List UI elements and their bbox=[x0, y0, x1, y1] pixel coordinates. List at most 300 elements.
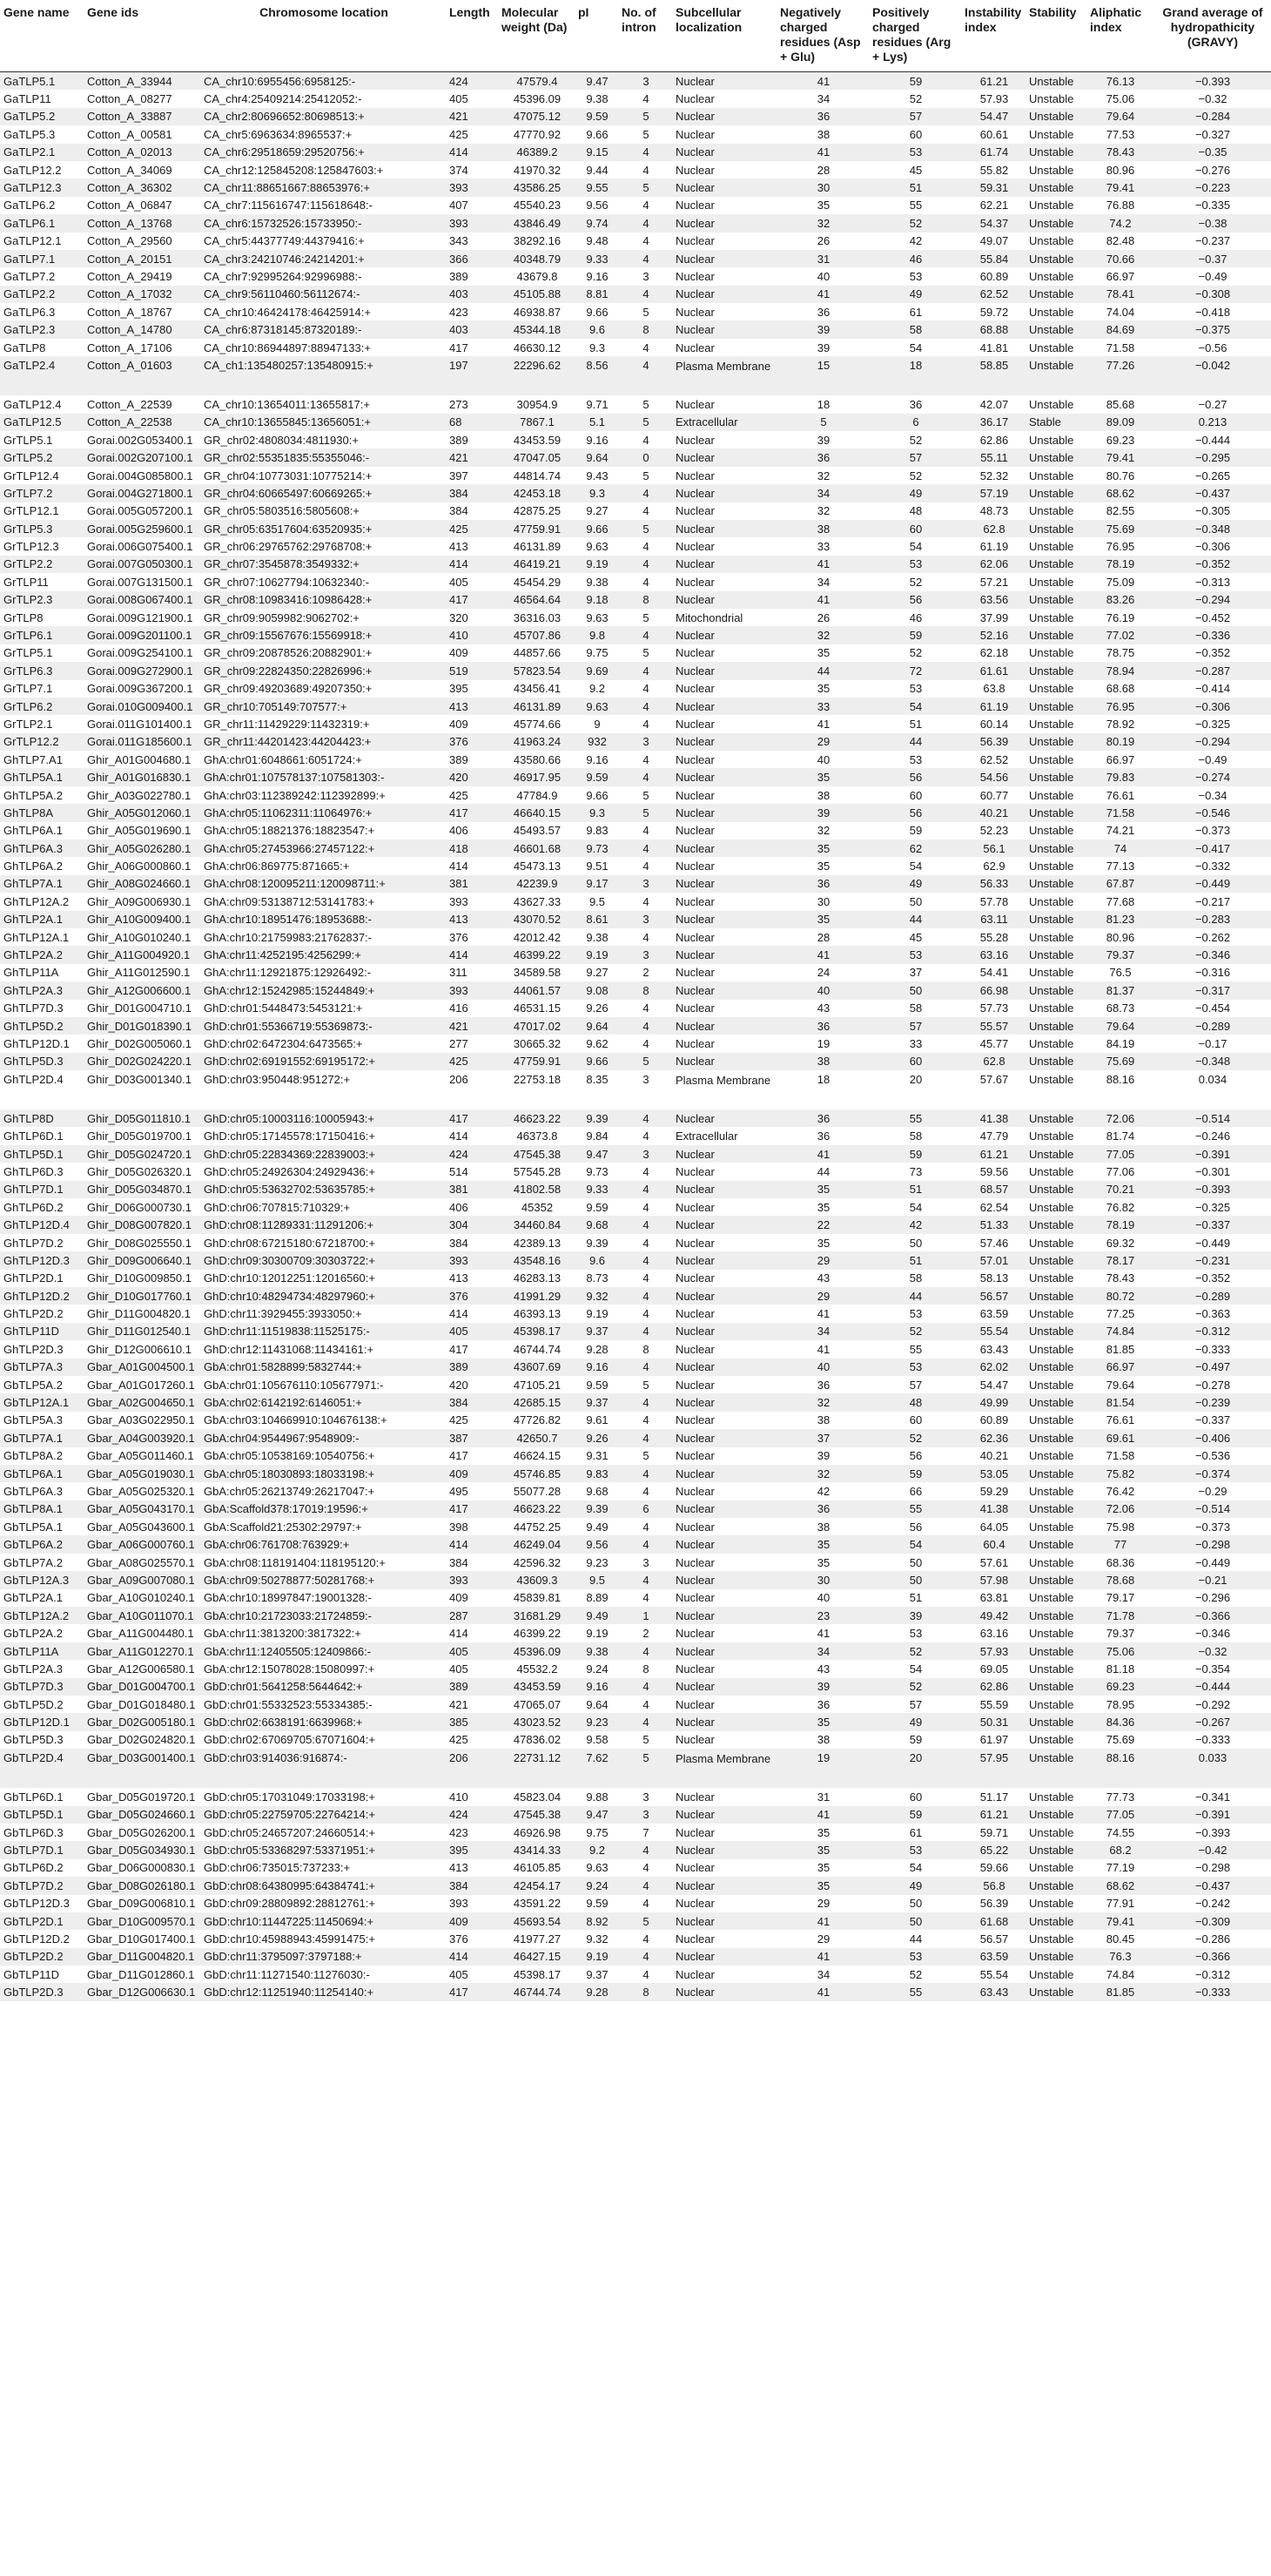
cell-molecular-weight: 43607.69 bbox=[498, 1359, 575, 1376]
cell-pi: 9.31 bbox=[575, 1447, 618, 1465]
cell-gene-id: Gbar_A04G003920.1 bbox=[84, 1429, 200, 1446]
cell-pi: 9.44 bbox=[575, 161, 618, 179]
cell-subcellular-localization: Nuclear bbox=[672, 144, 777, 161]
cell-intron-count: 4 bbox=[618, 1642, 672, 1660]
cell-gravy: −0.444 bbox=[1153, 1678, 1271, 1696]
table-row bbox=[0, 1429, 1271, 1446]
cell-stability: Unstable bbox=[1026, 1589, 1086, 1607]
cell-gene-name: GhTLP12D.2 bbox=[0, 1287, 84, 1305]
cell-instability-index: 62.9 bbox=[961, 857, 1026, 874]
cell-stability: Unstable bbox=[1026, 1571, 1086, 1588]
cell-molecular-weight: 46601.68 bbox=[498, 840, 575, 857]
cell-positive-residues: 54 bbox=[869, 1660, 961, 1677]
cell-gene-id: Gbar_A08G025570.1 bbox=[84, 1554, 200, 1571]
cell-positive-residues: 49 bbox=[869, 875, 961, 893]
table-row bbox=[0, 964, 1271, 981]
cell-intron-count: 4 bbox=[618, 1359, 672, 1376]
cell-instability-index: 60.89 bbox=[961, 1412, 1026, 1429]
cell-chromosome-location: GhD:chr10:48294734:48297960:+ bbox=[200, 1287, 446, 1305]
cell-intron-count: 1 bbox=[618, 1607, 672, 1624]
cell-chromosome-location: GhD:chr05:53632702:53635785:+ bbox=[200, 1181, 446, 1198]
cell-gene-name: GaTLP5.2 bbox=[0, 108, 84, 125]
table-row bbox=[0, 1642, 1271, 1660]
table-row bbox=[0, 197, 1271, 214]
cell-length: 197 bbox=[446, 356, 498, 395]
cell-pi: 9.73 bbox=[575, 1163, 618, 1180]
cell-intron-count: 5 bbox=[618, 1053, 672, 1070]
cell-aliphatic-index: 81.74 bbox=[1086, 1127, 1153, 1144]
cell-gene-name: GaTLP7.2 bbox=[0, 267, 84, 285]
cell-gene-id: Gorai.009G367200.1 bbox=[84, 680, 200, 698]
cell-gene-id: Gbar_A09G007080.1 bbox=[84, 1571, 200, 1588]
cell-chromosome-location: GhA:chr06:869775:871665:+ bbox=[200, 857, 446, 874]
cell-stability: Unstable bbox=[1026, 698, 1086, 715]
cell-gene-id: Gbar_D11G012860.1 bbox=[84, 1966, 200, 1983]
cell-instability-index: 55.59 bbox=[961, 1696, 1026, 1713]
cell-negative-residues: 41 bbox=[777, 946, 869, 963]
cell-pi: 9.28 bbox=[575, 1983, 618, 2000]
cell-gravy: −0.231 bbox=[1153, 1251, 1271, 1269]
cell-chromosome-location: GbA:chr03:104669910:104676138:+ bbox=[200, 1412, 446, 1429]
cell-subcellular-localization: Nuclear bbox=[672, 857, 777, 874]
cell-chromosome-location: CA_ch1:135480257:135480915:+ bbox=[200, 356, 446, 395]
table-row bbox=[0, 857, 1271, 874]
cell-positive-residues: 60 bbox=[869, 786, 961, 804]
cell-gene-id: Cotton_A_13768 bbox=[84, 214, 200, 232]
cell-instability-index: 37.99 bbox=[961, 609, 1026, 626]
cell-subcellular-localization: Nuclear bbox=[672, 822, 777, 840]
table-row bbox=[0, 1376, 1271, 1393]
table-row bbox=[0, 1500, 1271, 1518]
cell-gene-name: GaTLP12.1 bbox=[0, 233, 84, 250]
cell-subcellular-localization: Nuclear bbox=[672, 448, 777, 466]
cell-pi: 9.38 bbox=[575, 573, 618, 590]
cell-positive-residues: 44 bbox=[869, 911, 961, 928]
cell-gene-id: Gbar_A06G000760.1 bbox=[84, 1535, 200, 1553]
cell-aliphatic-index: 77.91 bbox=[1086, 1895, 1153, 1912]
cell-gravy: −0.333 bbox=[1153, 1983, 1271, 2000]
cell-molecular-weight: 46623.22 bbox=[498, 1500, 575, 1518]
cell-gene-name: GhTLP2A.1 bbox=[0, 911, 84, 928]
cell-subcellular-localization: Nuclear bbox=[672, 1053, 777, 1070]
cell-subcellular-localization: Nuclear bbox=[672, 911, 777, 928]
cell-stability: Unstable bbox=[1026, 1824, 1086, 1841]
cell-instability-index: 55.54 bbox=[961, 1323, 1026, 1340]
cell-gravy: −0.325 bbox=[1153, 715, 1271, 732]
cell-instability-index: 54.41 bbox=[961, 964, 1026, 981]
cell-stability: Unstable bbox=[1026, 715, 1086, 732]
cell-gravy: −0.393 bbox=[1153, 1181, 1271, 1198]
cell-gene-name: GaTLP5.1 bbox=[0, 72, 84, 91]
table-row bbox=[0, 1948, 1271, 1966]
cell-molecular-weight: 44752.25 bbox=[498, 1518, 575, 1535]
table-row bbox=[0, 1412, 1271, 1429]
cell-stability: Unstable bbox=[1026, 303, 1086, 320]
cell-gene-id: Gbar_A12G006580.1 bbox=[84, 1660, 200, 1677]
cell-chromosome-location: CA_chr6:15732526:15733950:- bbox=[200, 214, 446, 232]
table-row bbox=[0, 768, 1271, 786]
cell-aliphatic-index: 79.37 bbox=[1086, 1624, 1153, 1642]
cell-stability: Unstable bbox=[1026, 1359, 1086, 1376]
cell-aliphatic-index: 72.06 bbox=[1086, 1109, 1153, 1127]
cell-instability-index: 49.42 bbox=[961, 1607, 1026, 1624]
table-row bbox=[0, 804, 1271, 821]
cell-intron-count: 4 bbox=[618, 1948, 672, 1966]
cell-chromosome-location: GbA:chr10:18997847:19001328:- bbox=[200, 1589, 446, 1607]
cell-subcellular-localization: Nuclear bbox=[672, 484, 777, 502]
cell-chromosome-location: GhA:chr11:12921875:12926492:- bbox=[200, 964, 446, 981]
cell-molecular-weight: 46744.74 bbox=[498, 1340, 575, 1358]
cell-pi: 9.49 bbox=[575, 1518, 618, 1535]
cell-positive-residues: 59 bbox=[869, 1731, 961, 1749]
cell-length: 384 bbox=[446, 1234, 498, 1251]
cell-negative-residues: 35 bbox=[777, 1824, 869, 1841]
cell-length: 376 bbox=[446, 928, 498, 946]
cell-molecular-weight: 46630.12 bbox=[498, 339, 575, 356]
cell-gravy: −0.332 bbox=[1153, 857, 1271, 874]
cell-chromosome-location: CA_chr4:25409214:25412052:- bbox=[200, 90, 446, 107]
cell-pi: 9.69 bbox=[575, 662, 618, 679]
cell-chromosome-location: GhA:chr10:21759983:21762837:- bbox=[200, 928, 446, 946]
cell-pi: 9.68 bbox=[575, 1482, 618, 1500]
cell-gene-id: Gorai.009G121900.1 bbox=[84, 609, 200, 626]
cell-negative-residues: 28 bbox=[777, 928, 869, 946]
cell-instability-index: 60.89 bbox=[961, 267, 1026, 285]
cell-chromosome-location: GbA:chr04:9544967:9548909:- bbox=[200, 1429, 446, 1446]
cell-gravy: −0.452 bbox=[1153, 609, 1271, 626]
cell-subcellular-localization: Nuclear bbox=[672, 1000, 777, 1017]
cell-gene-name: GbTLP6D.2 bbox=[0, 1859, 84, 1877]
cell-chromosome-location: GhD:chr11:3929455:3933050:+ bbox=[200, 1305, 446, 1322]
cell-instability-index: 62.52 bbox=[961, 286, 1026, 303]
cell-negative-residues: 36 bbox=[777, 1109, 869, 1127]
cell-stability: Unstable bbox=[1026, 893, 1086, 910]
table-row bbox=[0, 626, 1271, 644]
cell-length: 519 bbox=[446, 662, 498, 679]
cell-molecular-weight: 30954.9 bbox=[498, 395, 575, 413]
cell-chromosome-location: GbA:chr11:12405505:12409866:- bbox=[200, 1642, 446, 1660]
cell-stability: Unstable bbox=[1026, 1554, 1086, 1571]
cell-instability-index: 62.21 bbox=[961, 197, 1026, 214]
cell-stability: Unstable bbox=[1026, 1788, 1086, 1805]
cell-molecular-weight: 46623.22 bbox=[498, 1109, 575, 1127]
cell-chromosome-location: GR_chr09:20878526:20882901:+ bbox=[200, 644, 446, 662]
cell-gravy: −0.312 bbox=[1153, 1966, 1271, 1983]
cell-gravy: −0.265 bbox=[1153, 467, 1271, 484]
cell-instability-index: 57.61 bbox=[961, 1554, 1026, 1571]
cell-positive-residues: 56 bbox=[869, 1447, 961, 1465]
cell-gravy: −0.309 bbox=[1153, 1912, 1271, 1930]
table-row bbox=[0, 1127, 1271, 1144]
cell-pi: 9.75 bbox=[575, 1824, 618, 1841]
table-row bbox=[0, 72, 1271, 91]
cell-gravy: −0.341 bbox=[1153, 1788, 1271, 1805]
cell-gene-id: Cotton_A_20151 bbox=[84, 250, 200, 267]
cell-pi: 9.66 bbox=[575, 520, 618, 537]
cell-instability-index: 47.79 bbox=[961, 1127, 1026, 1144]
cell-positive-residues: 62 bbox=[869, 840, 961, 857]
cell-instability-index: 64.05 bbox=[961, 1518, 1026, 1535]
table-row bbox=[0, 537, 1271, 555]
cell-negative-residues: 38 bbox=[777, 125, 869, 143]
cell-pi: 8.35 bbox=[575, 1070, 618, 1109]
cell-intron-count: 5 bbox=[618, 1731, 672, 1749]
cell-instability-index: 40.21 bbox=[961, 1447, 1026, 1465]
cell-chromosome-location: GbD:chr05:17031049:17033198:+ bbox=[200, 1788, 446, 1805]
cell-length: 414 bbox=[446, 1305, 498, 1322]
cell-positive-residues: 60 bbox=[869, 1412, 961, 1429]
cell-aliphatic-index: 68.62 bbox=[1086, 1877, 1153, 1894]
table-row bbox=[0, 680, 1271, 698]
cell-stability: Unstable bbox=[1026, 1912, 1086, 1930]
cell-instability-index: 55.28 bbox=[961, 928, 1026, 946]
cell-pi: 9.33 bbox=[575, 250, 618, 267]
header-row bbox=[0, 0, 1271, 72]
cell-aliphatic-index: 81.85 bbox=[1086, 1340, 1153, 1358]
cell-pi: 9.38 bbox=[575, 90, 618, 107]
cell-stability: Unstable bbox=[1026, 1145, 1086, 1163]
cell-length: 206 bbox=[446, 1749, 498, 1788]
table-row bbox=[0, 1340, 1271, 1358]
cell-gene-id: Gorai.009G272900.1 bbox=[84, 662, 200, 679]
cell-instability-index: 62.54 bbox=[961, 1198, 1026, 1216]
cell-negative-residues: 31 bbox=[777, 250, 869, 267]
table-row bbox=[0, 556, 1271, 573]
cell-gene-id: Gbar_D09G006810.1 bbox=[84, 1895, 200, 1912]
cell-molecular-weight: 43609.3 bbox=[498, 1571, 575, 1588]
cell-instability-index: 59.31 bbox=[961, 179, 1026, 196]
cell-aliphatic-index: 76.95 bbox=[1086, 698, 1153, 715]
table-row bbox=[0, 1323, 1271, 1340]
cell-gene-name: GhTLP7A.1 bbox=[0, 875, 84, 893]
cell-gravy: −0.391 bbox=[1153, 1806, 1271, 1824]
cell-stability: Unstable bbox=[1026, 1070, 1086, 1109]
cell-length: 424 bbox=[446, 1806, 498, 1824]
cell-aliphatic-index: 76.61 bbox=[1086, 1412, 1153, 1429]
cell-pi: 9.15 bbox=[575, 144, 618, 161]
cell-stability: Unstable bbox=[1026, 1323, 1086, 1340]
cell-chromosome-location: GhA:chr08:120095211:120098711:+ bbox=[200, 875, 446, 893]
cell-gene-id: Ghir_D06G000730.1 bbox=[84, 1198, 200, 1216]
cell-length: 376 bbox=[446, 1287, 498, 1305]
cell-aliphatic-index: 69.32 bbox=[1086, 1234, 1153, 1251]
cell-negative-residues: 35 bbox=[777, 768, 869, 786]
cell-intron-count: 5 bbox=[618, 125, 672, 143]
cell-negative-residues: 33 bbox=[777, 698, 869, 715]
cell-molecular-weight: 46917.95 bbox=[498, 768, 575, 786]
table-row bbox=[0, 90, 1271, 107]
cell-stability: Unstable bbox=[1026, 520, 1086, 537]
cell-molecular-weight: 46105.85 bbox=[498, 1859, 575, 1877]
cell-stability: Unstable bbox=[1026, 1841, 1086, 1858]
cell-negative-residues: 35 bbox=[777, 857, 869, 874]
table-row bbox=[0, 662, 1271, 679]
cell-length: 421 bbox=[446, 108, 498, 125]
cell-gravy: −0.217 bbox=[1153, 893, 1271, 910]
cell-gravy: −0.352 bbox=[1153, 1270, 1271, 1287]
cell-subcellular-localization: Nuclear bbox=[672, 591, 777, 609]
cell-gene-id: Gorai.009G254100.1 bbox=[84, 644, 200, 662]
cell-subcellular-localization: Nuclear bbox=[672, 520, 777, 537]
cell-positive-residues: 54 bbox=[869, 1198, 961, 1216]
cell-negative-residues: 36 bbox=[777, 448, 869, 466]
cell-positive-residues: 72 bbox=[869, 662, 961, 679]
cell-gene-name: GrTLP5.2 bbox=[0, 448, 84, 466]
cell-chromosome-location: GhD:chr09:30300709:30303722:+ bbox=[200, 1251, 446, 1269]
cell-gene-name: GbTLP12D.2 bbox=[0, 1930, 84, 1947]
cell-stability: Unstable bbox=[1026, 1624, 1086, 1642]
cell-positive-residues: 48 bbox=[869, 502, 961, 520]
cell-pi: 9.3 bbox=[575, 804, 618, 821]
cell-negative-residues: 43 bbox=[777, 1660, 869, 1677]
cell-subcellular-localization: Nuclear bbox=[672, 1216, 777, 1233]
cell-negative-residues: 39 bbox=[777, 431, 869, 448]
cell-length: 514 bbox=[446, 1163, 498, 1180]
cell-gravy: −0.239 bbox=[1153, 1393, 1271, 1411]
cell-positive-residues: 55 bbox=[869, 1983, 961, 2000]
cell-negative-residues: 41 bbox=[777, 72, 869, 91]
cell-subcellular-localization: Extracellular bbox=[672, 414, 777, 431]
header-stability: Stability bbox=[1026, 0, 1086, 72]
cell-pi: 9.28 bbox=[575, 1340, 618, 1358]
table-row bbox=[0, 1788, 1271, 1805]
cell-positive-residues: 49 bbox=[869, 1877, 961, 1894]
cell-gravy: −0.437 bbox=[1153, 484, 1271, 502]
cell-pi: 9.24 bbox=[575, 1877, 618, 1894]
cell-instability-index: 55.82 bbox=[961, 161, 1026, 179]
cell-chromosome-location: GbA:chr09:50278877:50281768:+ bbox=[200, 1571, 446, 1588]
cell-aliphatic-index: 77.68 bbox=[1086, 893, 1153, 910]
cell-gene-id: Gorai.011G101400.1 bbox=[84, 715, 200, 732]
cell-gravy: 0.213 bbox=[1153, 414, 1271, 431]
cell-gene-id: Gbar_D02G005180.1 bbox=[84, 1713, 200, 1730]
cell-instability-index: 60.77 bbox=[961, 786, 1026, 804]
cell-molecular-weight: 42650.7 bbox=[498, 1429, 575, 1446]
cell-gene-name: GbTLP6A.1 bbox=[0, 1465, 84, 1482]
cell-negative-residues: 32 bbox=[777, 214, 869, 232]
cell-gene-id: Cotton_A_36302 bbox=[84, 179, 200, 196]
cell-stability: Unstable bbox=[1026, 1340, 1086, 1358]
cell-molecular-weight: 41991.29 bbox=[498, 1287, 575, 1305]
cell-subcellular-localization: Nuclear bbox=[672, 928, 777, 946]
cell-molecular-weight: 41970.32 bbox=[498, 161, 575, 179]
cell-pi: 9.83 bbox=[575, 1465, 618, 1482]
cell-positive-residues: 36 bbox=[869, 395, 961, 413]
cell-gene-id: Gbar_A05G043170.1 bbox=[84, 1500, 200, 1518]
cell-molecular-weight: 47545.38 bbox=[498, 1145, 575, 1163]
cell-gene-id: Gbar_A05G025320.1 bbox=[84, 1482, 200, 1500]
cell-instability-index: 68.57 bbox=[961, 1181, 1026, 1198]
table-row bbox=[0, 214, 1271, 232]
cell-positive-residues: 66 bbox=[869, 1482, 961, 1500]
header-chromosome-location: Chromosome location bbox=[200, 0, 446, 72]
cell-gene-id: Cotton_A_33944 bbox=[84, 72, 200, 91]
cell-gene-name: GaTLP11 bbox=[0, 90, 84, 107]
cell-length: 384 bbox=[446, 1877, 498, 1894]
cell-length: 381 bbox=[446, 875, 498, 893]
table-row bbox=[0, 233, 1271, 250]
cell-subcellular-localization: Nuclear bbox=[672, 1109, 777, 1127]
cell-length: 374 bbox=[446, 161, 498, 179]
cell-stability: Unstable bbox=[1026, 591, 1086, 609]
cell-instability-index: 41.38 bbox=[961, 1109, 1026, 1127]
cell-positive-residues: 18 bbox=[869, 356, 961, 395]
cell-pi: 9.58 bbox=[575, 1731, 618, 1749]
cell-gene-id: Gbar_D11G004820.1 bbox=[84, 1948, 200, 1966]
cell-gene-id: Cotton_A_22539 bbox=[84, 395, 200, 413]
cell-instability-index: 63.43 bbox=[961, 1340, 1026, 1358]
cell-gravy: −0.514 bbox=[1153, 1109, 1271, 1127]
table-row bbox=[0, 267, 1271, 285]
cell-instability-index: 51.17 bbox=[961, 1788, 1026, 1805]
cell-gravy: −0.327 bbox=[1153, 125, 1271, 143]
table-row bbox=[0, 1109, 1271, 1127]
table-row bbox=[0, 1465, 1271, 1482]
cell-pi: 9.64 bbox=[575, 1696, 618, 1713]
cell-chromosome-location: GR_chr09:22824350:22826996:+ bbox=[200, 662, 446, 679]
cell-aliphatic-index: 76.82 bbox=[1086, 1198, 1153, 1216]
cell-gene-id: Ghir_D03G001340.1 bbox=[84, 1070, 200, 1109]
cell-subcellular-localization: Nuclear bbox=[672, 1624, 777, 1642]
cell-gene-name: GhTLP12A.1 bbox=[0, 928, 84, 946]
cell-intron-count: 3 bbox=[618, 72, 672, 91]
cell-intron-count: 3 bbox=[618, 911, 672, 928]
cell-intron-count: 8 bbox=[618, 1983, 672, 2000]
cell-negative-residues: 35 bbox=[777, 1181, 869, 1198]
table-row bbox=[0, 179, 1271, 196]
cell-stability: Unstable bbox=[1026, 928, 1086, 946]
cell-intron-count: 4 bbox=[618, 1895, 672, 1912]
cell-aliphatic-index: 74.55 bbox=[1086, 1824, 1153, 1841]
table-row bbox=[0, 644, 1271, 662]
cell-gene-id: Gbar_A10G011070.1 bbox=[84, 1607, 200, 1624]
cell-instability-index: 49.07 bbox=[961, 233, 1026, 250]
cell-stability: Unstable bbox=[1026, 981, 1086, 999]
cell-length: 424 bbox=[446, 72, 498, 91]
cell-molecular-weight: 45540.23 bbox=[498, 197, 575, 214]
cell-molecular-weight: 43580.66 bbox=[498, 751, 575, 768]
cell-positive-residues: 73 bbox=[869, 1163, 961, 1180]
cell-positive-residues: 53 bbox=[869, 1948, 961, 1966]
cell-instability-index: 60.61 bbox=[961, 125, 1026, 143]
cell-stability: Unstable bbox=[1026, 72, 1086, 91]
cell-gene-id: Gorai.007G131500.1 bbox=[84, 573, 200, 590]
cell-aliphatic-index: 76.3 bbox=[1086, 1948, 1153, 1966]
cell-gene-name: GhTLP7D.2 bbox=[0, 1234, 84, 1251]
cell-aliphatic-index: 71.58 bbox=[1086, 1447, 1153, 1465]
cell-gene-id: Cotton_A_17106 bbox=[84, 339, 200, 356]
table-row bbox=[0, 1841, 1271, 1858]
cell-instability-index: 61.21 bbox=[961, 1806, 1026, 1824]
cell-gravy: −0.313 bbox=[1153, 573, 1271, 590]
cell-gene-name: GhTLP2A.2 bbox=[0, 946, 84, 963]
cell-negative-residues: 30 bbox=[777, 1571, 869, 1588]
header-length: Length bbox=[446, 0, 498, 72]
cell-gravy: −0.274 bbox=[1153, 768, 1271, 786]
cell-chromosome-location: GbA:Scaffold21:25302:29797:+ bbox=[200, 1518, 446, 1535]
table-row bbox=[0, 520, 1271, 537]
cell-negative-residues: 41 bbox=[777, 715, 869, 732]
cell-positive-residues: 52 bbox=[869, 573, 961, 590]
cell-gene-name: GhTLP6D.1 bbox=[0, 1127, 84, 1144]
cell-subcellular-localization: Nuclear bbox=[672, 786, 777, 804]
cell-gene-id: Cotton_A_17032 bbox=[84, 286, 200, 303]
cell-gene-name: GaTLP6.1 bbox=[0, 214, 84, 232]
cell-subcellular-localization: Nuclear bbox=[672, 946, 777, 963]
cell-aliphatic-index: 76.19 bbox=[1086, 609, 1153, 626]
cell-stability: Unstable bbox=[1026, 1251, 1086, 1269]
cell-length: 366 bbox=[446, 250, 498, 267]
